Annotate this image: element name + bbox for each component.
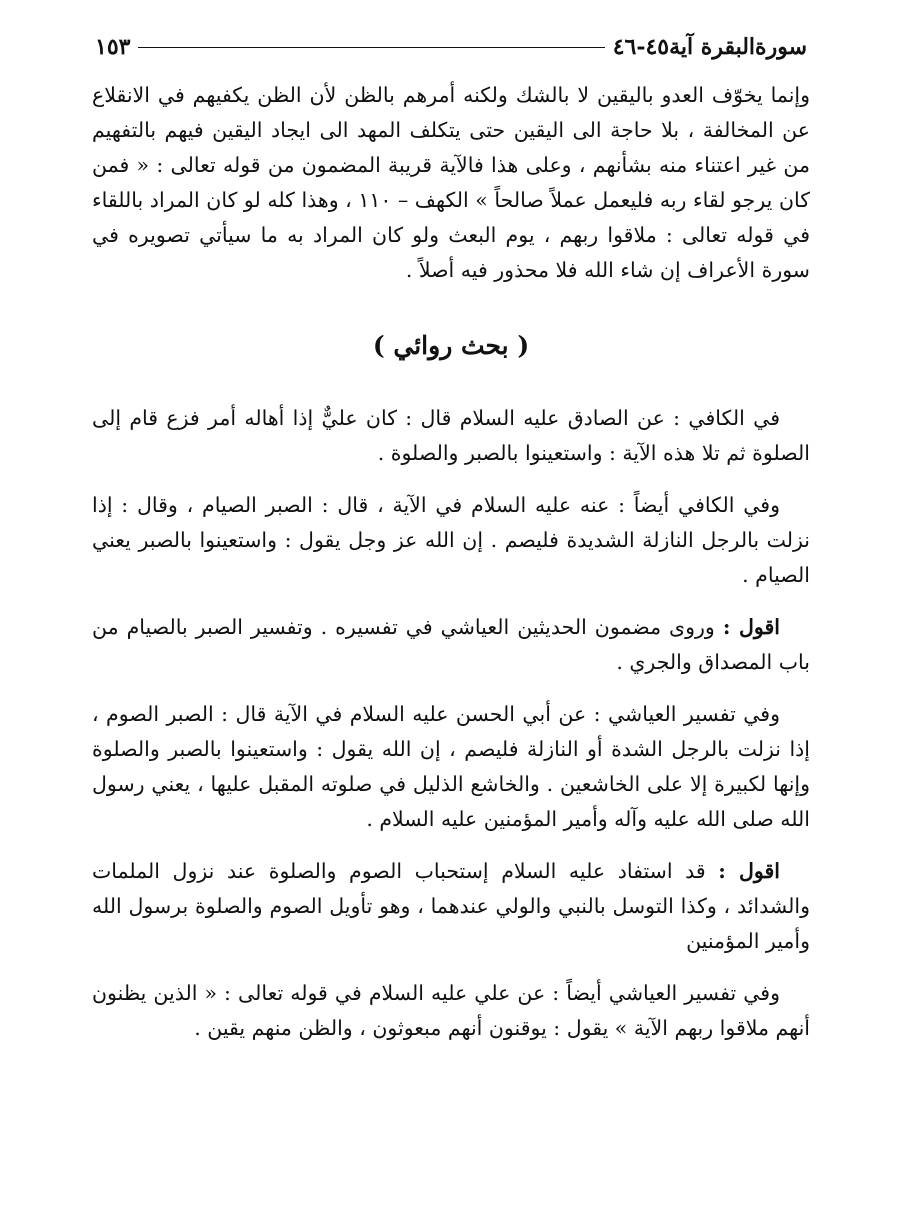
paragraph-7: وفي تفسير العياشي أيضاً : عن علي عليه السلام في قوله تعالى : « الذين يظنون أنهم ملاقوا ربهم الآية » يقول : يوقنون أنهم مبعوثون ، والظن منهم يقين . bbox=[92, 981, 810, 1040]
paragraph-4-text: وروى مضمون الحديثين العياشي في تفسيره . وتفسير الصبر بالصيام من باب المصداق والجري . bbox=[92, 615, 810, 674]
page-number: ١٥٣ bbox=[95, 34, 131, 60]
paragraph-5: وفي تفسير العياشي : عن أبي الحسن عليه السلام في الآية قال : الصبر الصوم ، إذا نزلت بالرجل الشدة أو النازلة فليصم ، إن الله يقول : واستعينوا بالصبر والصلوة وإنها لكبيرة إلا على الخاشعين . والخاشع الذليل في صلوته المقبل عليها ، يعني رسول الله صلى الله عليه وآله وأمير المؤمنين عليه السلام . bbox=[92, 702, 810, 831]
paragraph-2: في الكافي : عن الصادق عليه السلام قال : كان عليٌّ إذا أهاله أمر فزع قام إلى الصلوة ثم تلا هذه الآية : واستعينوا بالصبر والصلوة . bbox=[92, 406, 810, 465]
paragraph-6-text: قد استفاد عليه السلام إستحباب الصوم والصلوة عند نزول الملمات والشدائد ، وكذا التوسل بالنبي والولي عندهما ، وهو تأويل الصوم والصلوة برسول الله وأمير المؤمنين bbox=[92, 859, 810, 953]
paragraph-6-lead: اقول : bbox=[718, 859, 780, 883]
paragraph-3: وفي الكافي أيضاً : عنه عليه السلام في الآية ، قال : الصبر الصيام ، وقال : إذا نزلت بالرجل النازلة الشديدة فليصم . إن الله عز وجل يقول : واستعينوا بالصبر يعني الصيام . bbox=[92, 493, 810, 587]
paragraph-6 bbox=[92, 854, 810, 959]
header-rule bbox=[138, 47, 604, 48]
section-heading: ( بحث روائي ) bbox=[372, 331, 530, 360]
running-title: سورةالبقرة آية٤٥-٤٦ bbox=[612, 34, 807, 60]
paragraph-4-lead: اقول : bbox=[722, 615, 780, 639]
paragraph-1: وإنما يخوّف العدو باليقين لا بالشك ولكنه أمرهم بالظن لأن الظن يكفيهم في الانقلاع عن المخالفة ، بلا حاجة الى اليقين حتى يتكلف المهد الى ايجاد اليقين فيهم بالتفهيم من غير اعتناء منه بشأنهم ، وعلى هذا فالآية قريبة المضمون من قوله تعالى : « فمن كان يرجو لقاء ربه فليعمل عملاً صالحاً » الكهف – ١١٠ ، وهذا كله لو كان المراد باللقاء في قوله تعالى : ملاقوا ربهم ، يوم البعث ولو كان المراد به ما سيأتي تصويره في سورة الأعراف إن شاء الله فلا محذور فيه أصلاً . bbox=[92, 83, 811, 282]
paragraph-4 bbox=[92, 610, 810, 680]
page-body bbox=[92, 78, 810, 1046]
page-header bbox=[95, 30, 807, 64]
